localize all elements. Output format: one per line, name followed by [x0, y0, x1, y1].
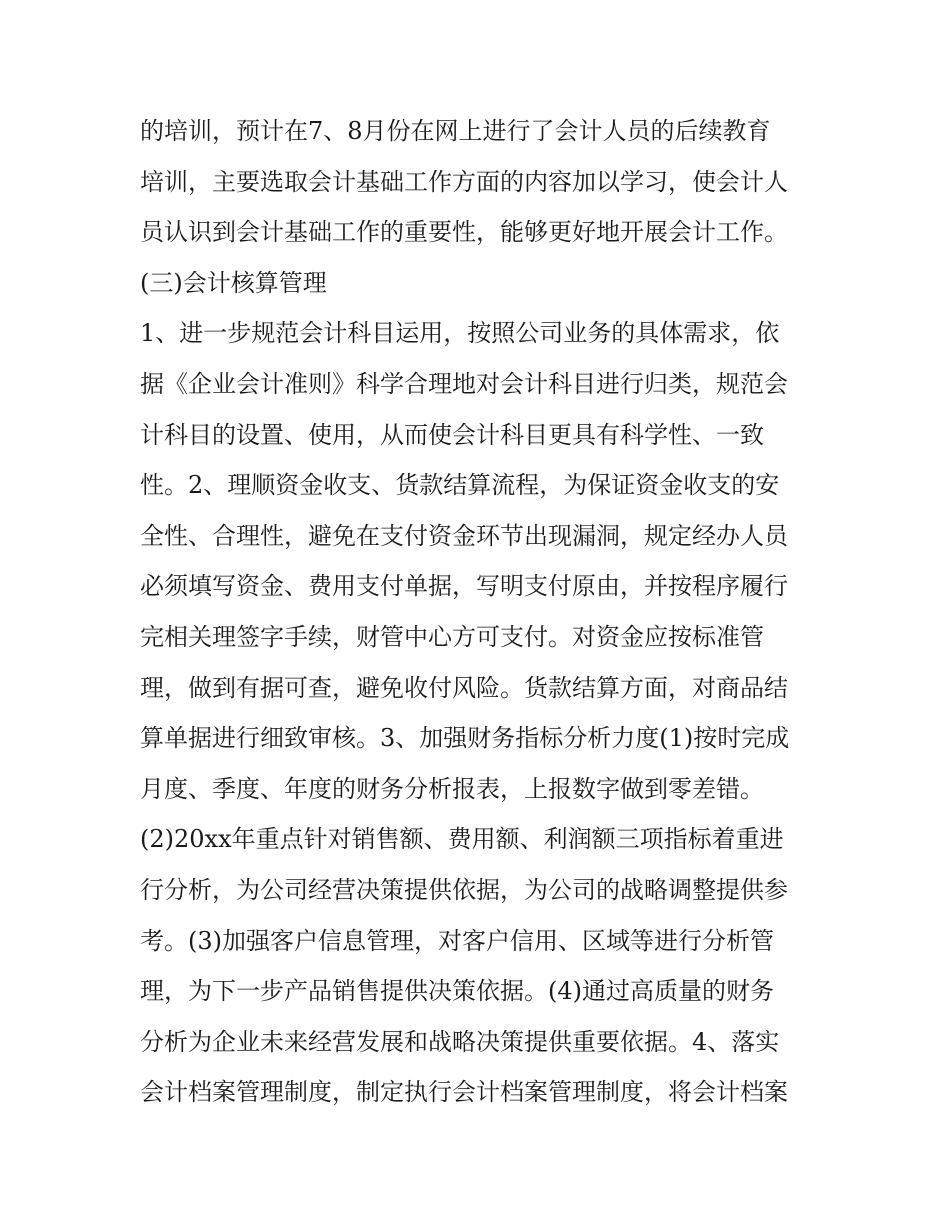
text-line: 性。2、理顺资金收支、货款结算流程，为保证资金收支的安 [140, 471, 780, 500]
text-line: 的培训，预计在7、8月份在网上进行了会计人员的后续教育 [140, 117, 771, 145]
text-line: 分析为企业未来经营发展和战略决策提供重要依据。4、落实 [140, 1027, 780, 1056]
text-line: 理，做到有据可查，避免收付风险。货款结算方面，对商品结 [140, 673, 788, 702]
text-line: 计科目的设置、使用，从而使会计科目更具有科学性、一致 [140, 420, 764, 449]
text-line: 据《企业会计准则》科学合理地对会计科目进行归类，规范会 [140, 369, 788, 398]
text-line: 算单据进行细致审核。3、加强财务指标分析力度(1)按时完成 [140, 724, 790, 753]
section-heading: (三)会计核算管理 [140, 268, 327, 297]
text-line: 完相关理签字手续，财管中心方可支付。对资金应按标准管 [140, 622, 764, 651]
text-line: 员认识到会计基础工作的重要性，能够更好地开展会计工作。 [140, 218, 788, 247]
text-line: 培训，主要选取会计基础工作方面的内容加以学习，使会计人 [140, 167, 788, 196]
text-line: 行分析，为公司经营决策提供依据，为公司的战略调整提供参 [140, 875, 788, 904]
text-line: 理，为下一步产品销售提供决策依据。(4)通过高质量的财务 [140, 977, 774, 1006]
text-line: 月度、季度、年度的财务分析报表，上报数字做到零差错。 [140, 774, 764, 803]
text-line: 会计档案管理制度，制定执行会计档案管理制度，将会计档案 [140, 1078, 788, 1107]
text-line: 考。(3)加强客户信息管理，对客户信用、区域等进行分析管 [140, 926, 774, 955]
text-line: 全性、合理性，避免在支付资金环节出现漏洞，规定经办人员 [140, 521, 788, 550]
text-line: 1、进一步规范会计科目运用，按照公司业务的具体需求，依 [140, 319, 780, 348]
body-text [140, 106, 820, 1118]
text-line: (2)20xx年重点针对销售额、费用额、利润额三项指标着重进 [140, 825, 784, 854]
text-line: 必须填写资金、费用支付单据，写明支付原由，并按程序履行 [140, 572, 788, 601]
